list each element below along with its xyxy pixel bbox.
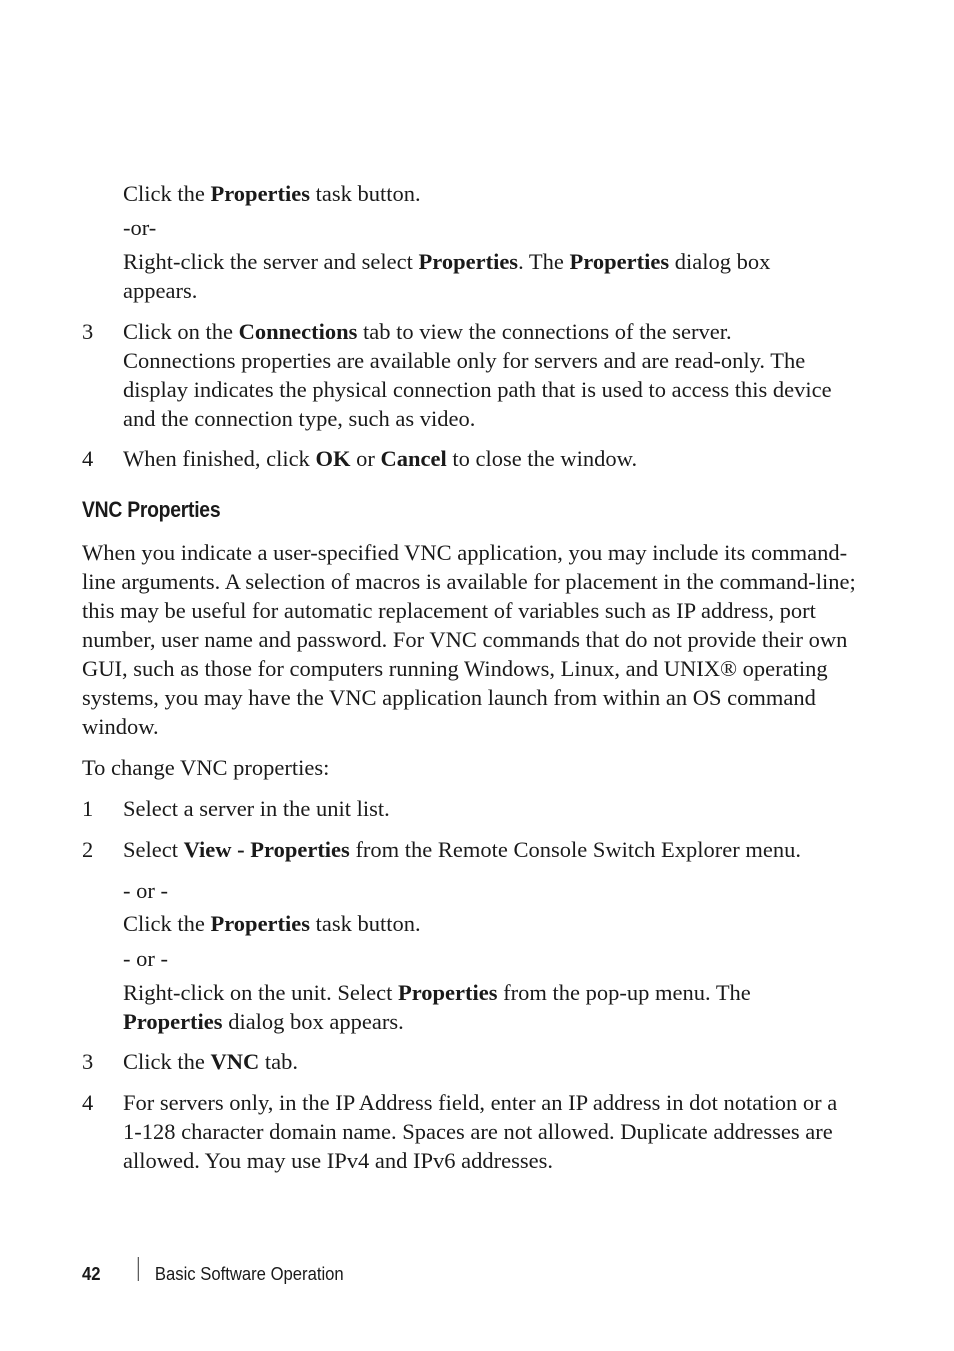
step-number: 4 (82, 1090, 94, 1115)
lead-paragraph: To change VNC properties: (82, 755, 330, 780)
paragraph-right-click (123, 978, 803, 1036)
bold-term: View - Properties (183, 837, 350, 862)
bold-term: OK (315, 446, 351, 471)
step-text: For servers only, in the IP Address field, enter an IP address in dot notation or a 1-128 character domain name. Spaces are not allowed. Duplicate addresses are allowed. You may use IPv4 and IPv6 addresses. (123, 1090, 838, 1173)
text: to close the window. (446, 446, 638, 471)
paragraph-right-click (123, 247, 803, 305)
text: Right-click on the unit. Select (123, 980, 398, 1005)
step-text (123, 835, 863, 864)
text: Select (123, 837, 184, 862)
section-heading: VNC Properties (82, 497, 221, 522)
bold-term: VNC (210, 1049, 260, 1074)
bold-term: Connections (238, 319, 358, 344)
step-number: 4 (82, 446, 94, 471)
text: dialog box appears. (222, 1009, 404, 1034)
step-number: 3 (82, 1049, 94, 1074)
paragraph-properties-task (123, 179, 853, 208)
paragraph-properties-task (123, 909, 853, 938)
bold-term: Cancel (380, 446, 447, 471)
text: tab. (259, 1049, 298, 1074)
page-number: 42 (82, 1263, 101, 1284)
step-text (123, 444, 853, 473)
or-separator: - or - (123, 946, 168, 971)
or-separator: - or - (123, 878, 168, 903)
or-separator: -or- (123, 215, 157, 240)
footer-section-title: Basic Software Operation (154, 1263, 344, 1284)
text: from the pop-up menu. The (497, 980, 751, 1005)
intro-paragraph: When you indicate a user-specified VNC application, you may include its command-line arguments. A selection of macros is available for placement in the command-line; this may be useful for automatic replacement of variables such as IP address, port number, user name and password. For VNC commands that do not provide their own GUI, such as those for computers running Windows, Linux, and UNIX® operating systems, you may have the VNC application launch from within an OS command window. (82, 540, 856, 739)
text: Right-click the server and select (123, 249, 419, 274)
bold-term: Properties (210, 911, 311, 936)
step-text (123, 317, 843, 433)
text: task button. (310, 181, 421, 206)
step-text: Select a server in the unit list. (123, 796, 390, 821)
text: Click on the (123, 319, 239, 344)
text: task button. (310, 911, 421, 936)
text: dialog box appears. (123, 249, 771, 303)
text: or (350, 446, 381, 471)
bold-term: Properties (569, 249, 670, 274)
text: from the Remote Console Switch Explorer menu. (349, 837, 801, 862)
step-number: 2 (82, 837, 94, 862)
text: Click the (123, 1049, 211, 1074)
bold-term: Properties (123, 1009, 223, 1034)
step-text (123, 1047, 853, 1076)
bold-term: Properties (210, 181, 311, 206)
step-number: 1 (82, 796, 94, 821)
text: Click the (123, 911, 211, 936)
text: Click the (123, 181, 211, 206)
text: tab to view the connections of the server. Connections properties are available only for servers and are read-only. The display indicates the physical connection path that is used to access this device and the connection type, such as video. (123, 319, 832, 431)
text: . The (518, 249, 570, 274)
bold-term: Properties (418, 249, 519, 274)
footer-divider (138, 1257, 139, 1281)
bold-term: Properties (397, 980, 498, 1005)
text: When finished, click (123, 446, 316, 471)
step-number: 3 (82, 319, 94, 344)
